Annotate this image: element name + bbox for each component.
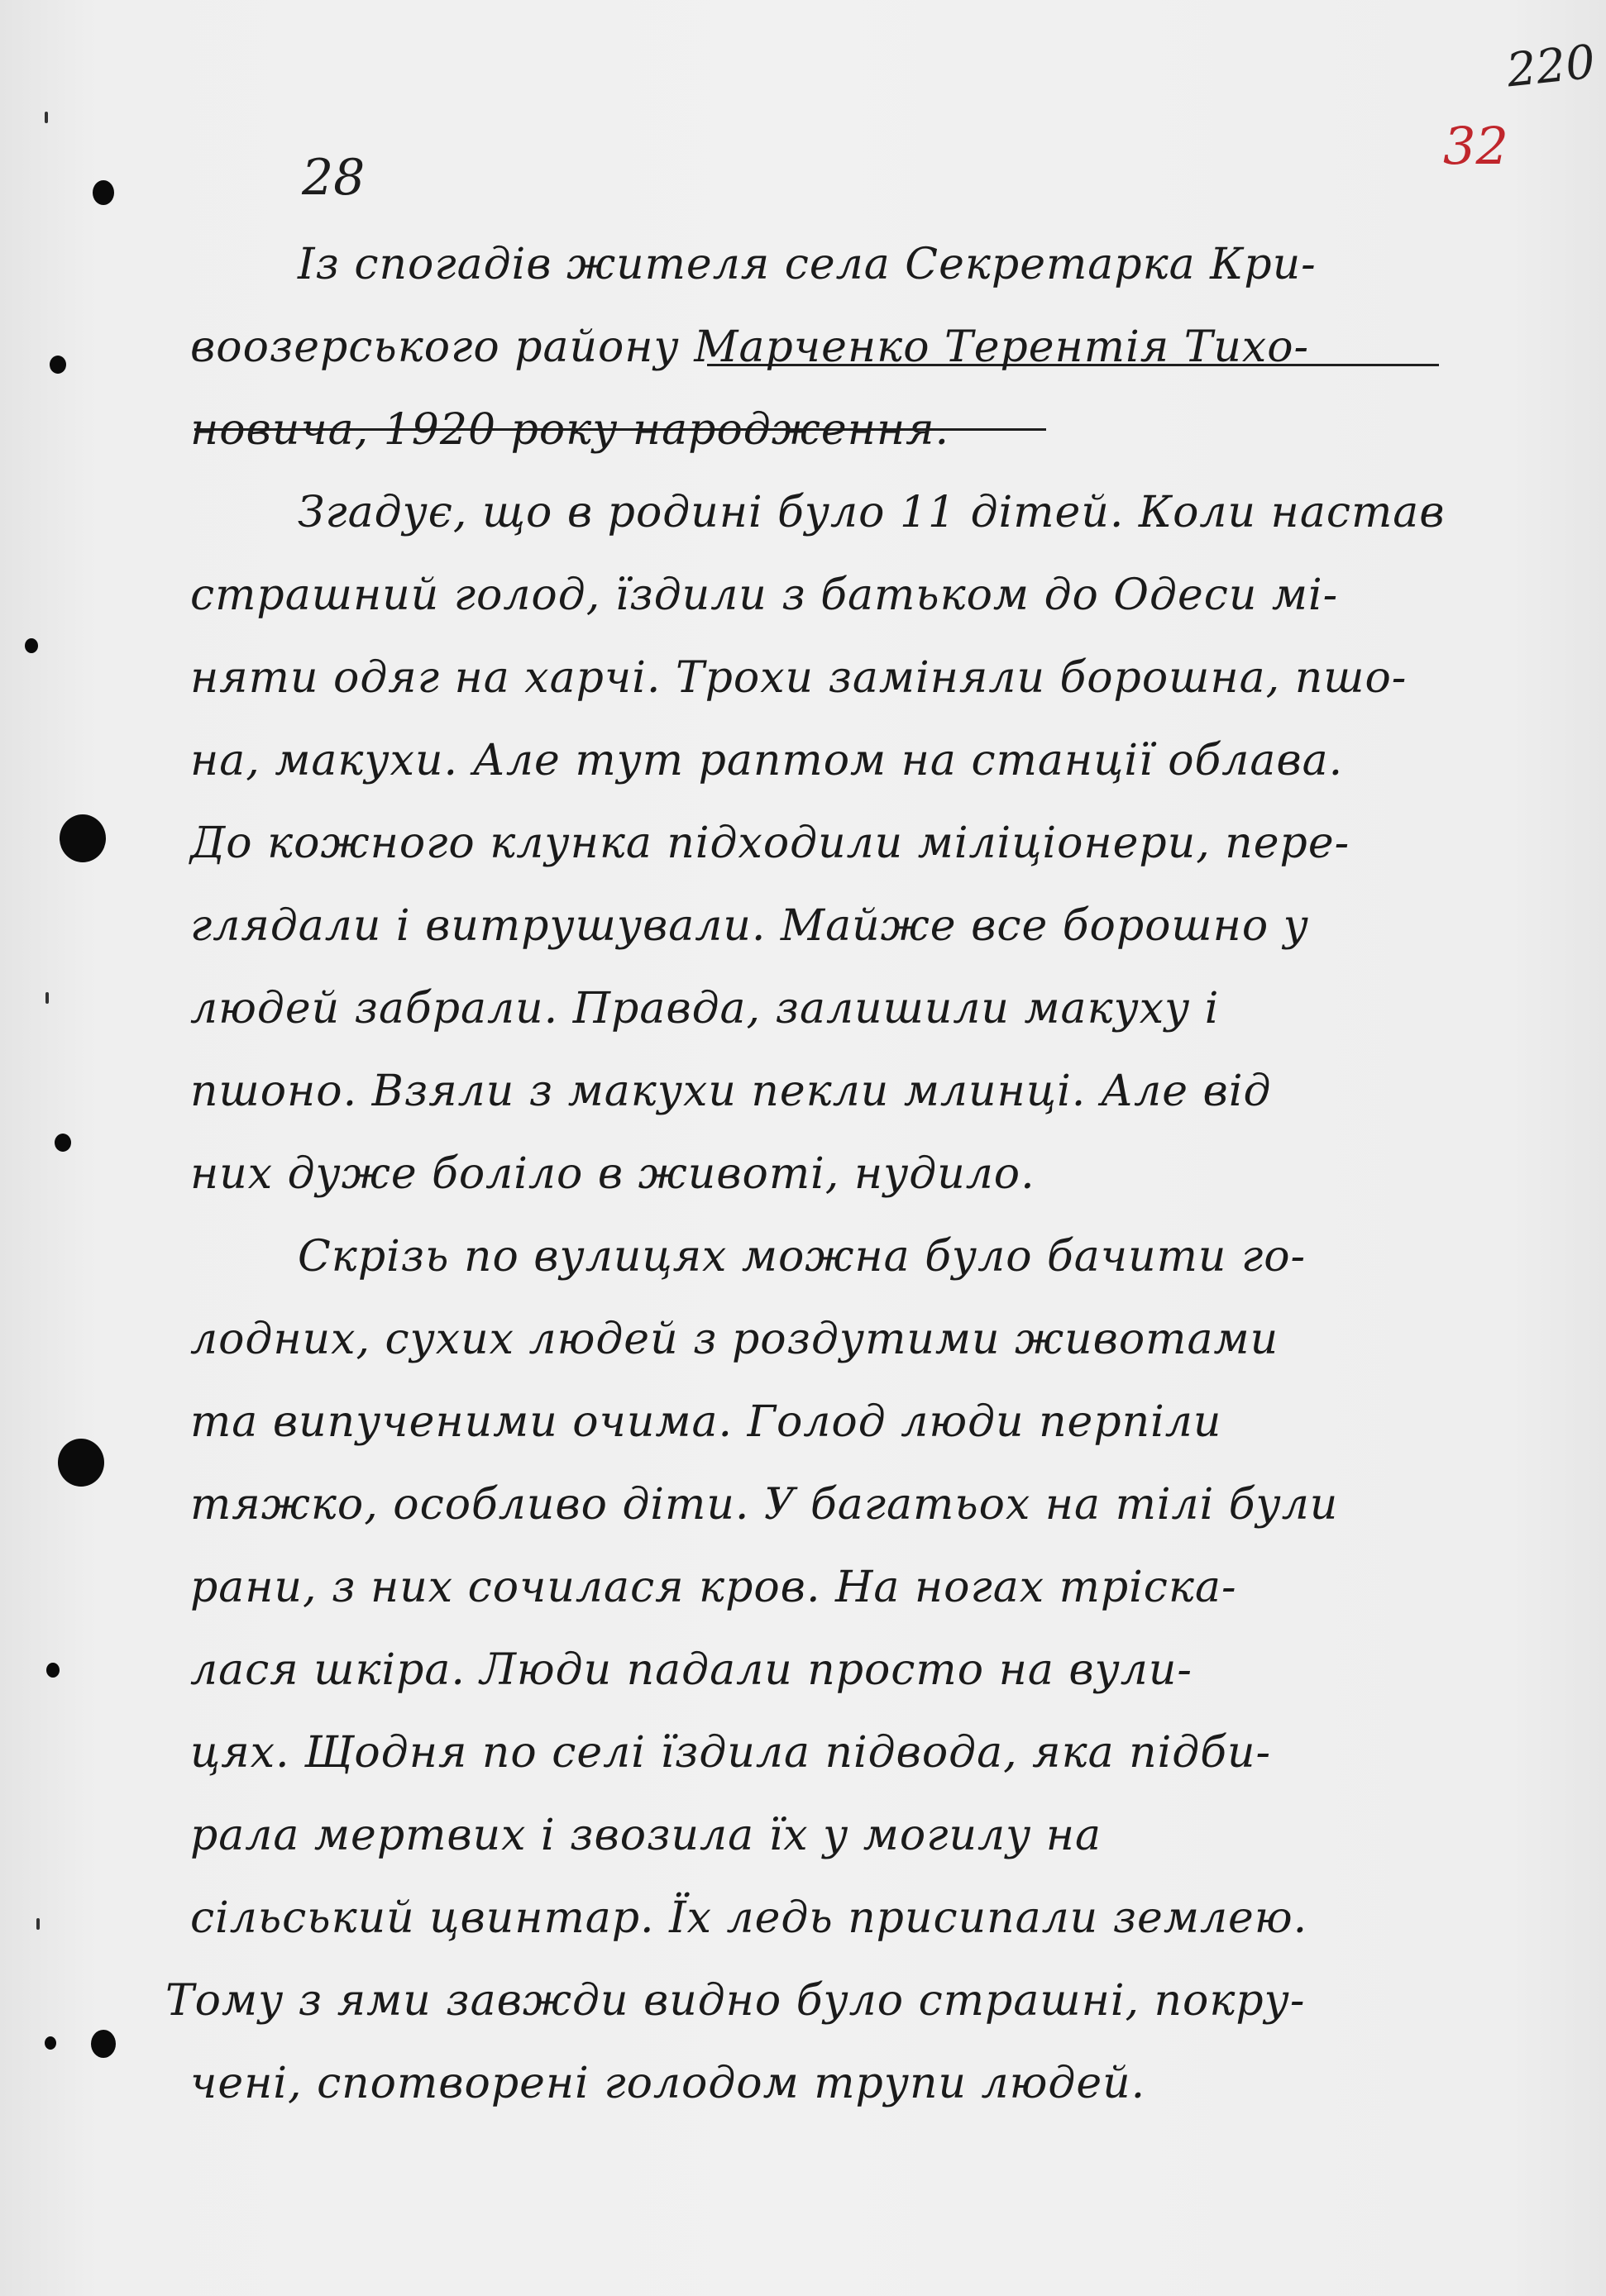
binder-hole xyxy=(25,638,38,653)
binder-hole xyxy=(55,1134,71,1152)
text-line: пшоно. Взяли з макухи пекли млинці. Але від xyxy=(190,1067,1272,1116)
text-line: рала мертвих і звозила їх у могилу на xyxy=(190,1811,1102,1860)
text-line: чені, спотворені голодом трупи людей. xyxy=(190,2059,1146,2108)
text-line: страшний голод, їздили з батьком до Одеси мі- xyxy=(190,570,1339,620)
text-line: Згадує, що в родині було 11 дітей. Коли настав xyxy=(298,488,1446,537)
binder-hole xyxy=(60,814,106,862)
text-line: на, макухи. Але тут раптом на станції облава. xyxy=(190,736,1344,785)
text-line: лодних, сухих людей з роздутими животами xyxy=(190,1315,1279,1364)
binder-hole xyxy=(50,356,66,374)
page-number: 28 xyxy=(302,149,366,207)
text-line: Із спогадів жителя села Секретарка Кри- xyxy=(298,240,1317,289)
text-line: цях. Щодня по селі їздила підвода, яка підби- xyxy=(190,1728,1272,1778)
red-page-number: 32 xyxy=(1443,116,1508,176)
binder-hole xyxy=(93,180,114,205)
archive-page-number: 220 xyxy=(1503,35,1598,98)
binder-hole xyxy=(45,2036,56,2050)
binder-hole xyxy=(58,1439,104,1487)
text-line: глядали і витрушували. Майже все борошно у xyxy=(190,901,1309,951)
text-line: няти одяг на харчі. Трохи заміняли борошна, пшо- xyxy=(190,653,1408,703)
binder-hole xyxy=(91,2030,116,2058)
text-line: них дуже боліло в животі, нудило. xyxy=(190,1149,1035,1199)
text-line: тяжко, особливо діти. У багатьох на тілі були xyxy=(190,1480,1339,1530)
text-line: людей забрали. Правда, залишили макуху і xyxy=(190,984,1220,1033)
margin-mark xyxy=(45,992,49,1004)
text-line: Скрізь по вулицях можна було бачити го- xyxy=(298,1232,1307,1282)
text-line: сільський цвинтар. Їх ледь присипали землею. xyxy=(190,1893,1308,1943)
margin-mark xyxy=(36,1918,40,1930)
text-line: воозерського району Марченко Терентія Тихо- xyxy=(190,322,1310,372)
text-line: До кожного клунка підходили міліціонери, пере- xyxy=(190,819,1350,868)
text-line: та випученими очима. Голод люди перпіли xyxy=(190,1397,1222,1447)
margin-mark xyxy=(45,112,48,123)
handwritten-text xyxy=(165,223,1480,2125)
text-line: рани, з них сочилася кров. На ногах тріска- xyxy=(190,1563,1237,1612)
binder-hole xyxy=(46,1663,60,1678)
text-line: Тому з ями завжди видно було страшні, покру- xyxy=(165,1976,1306,2026)
text-line: лася шкіра. Люди падали просто на вули- xyxy=(190,1645,1193,1695)
text-line: новича, 1920 року народження. xyxy=(190,405,950,455)
